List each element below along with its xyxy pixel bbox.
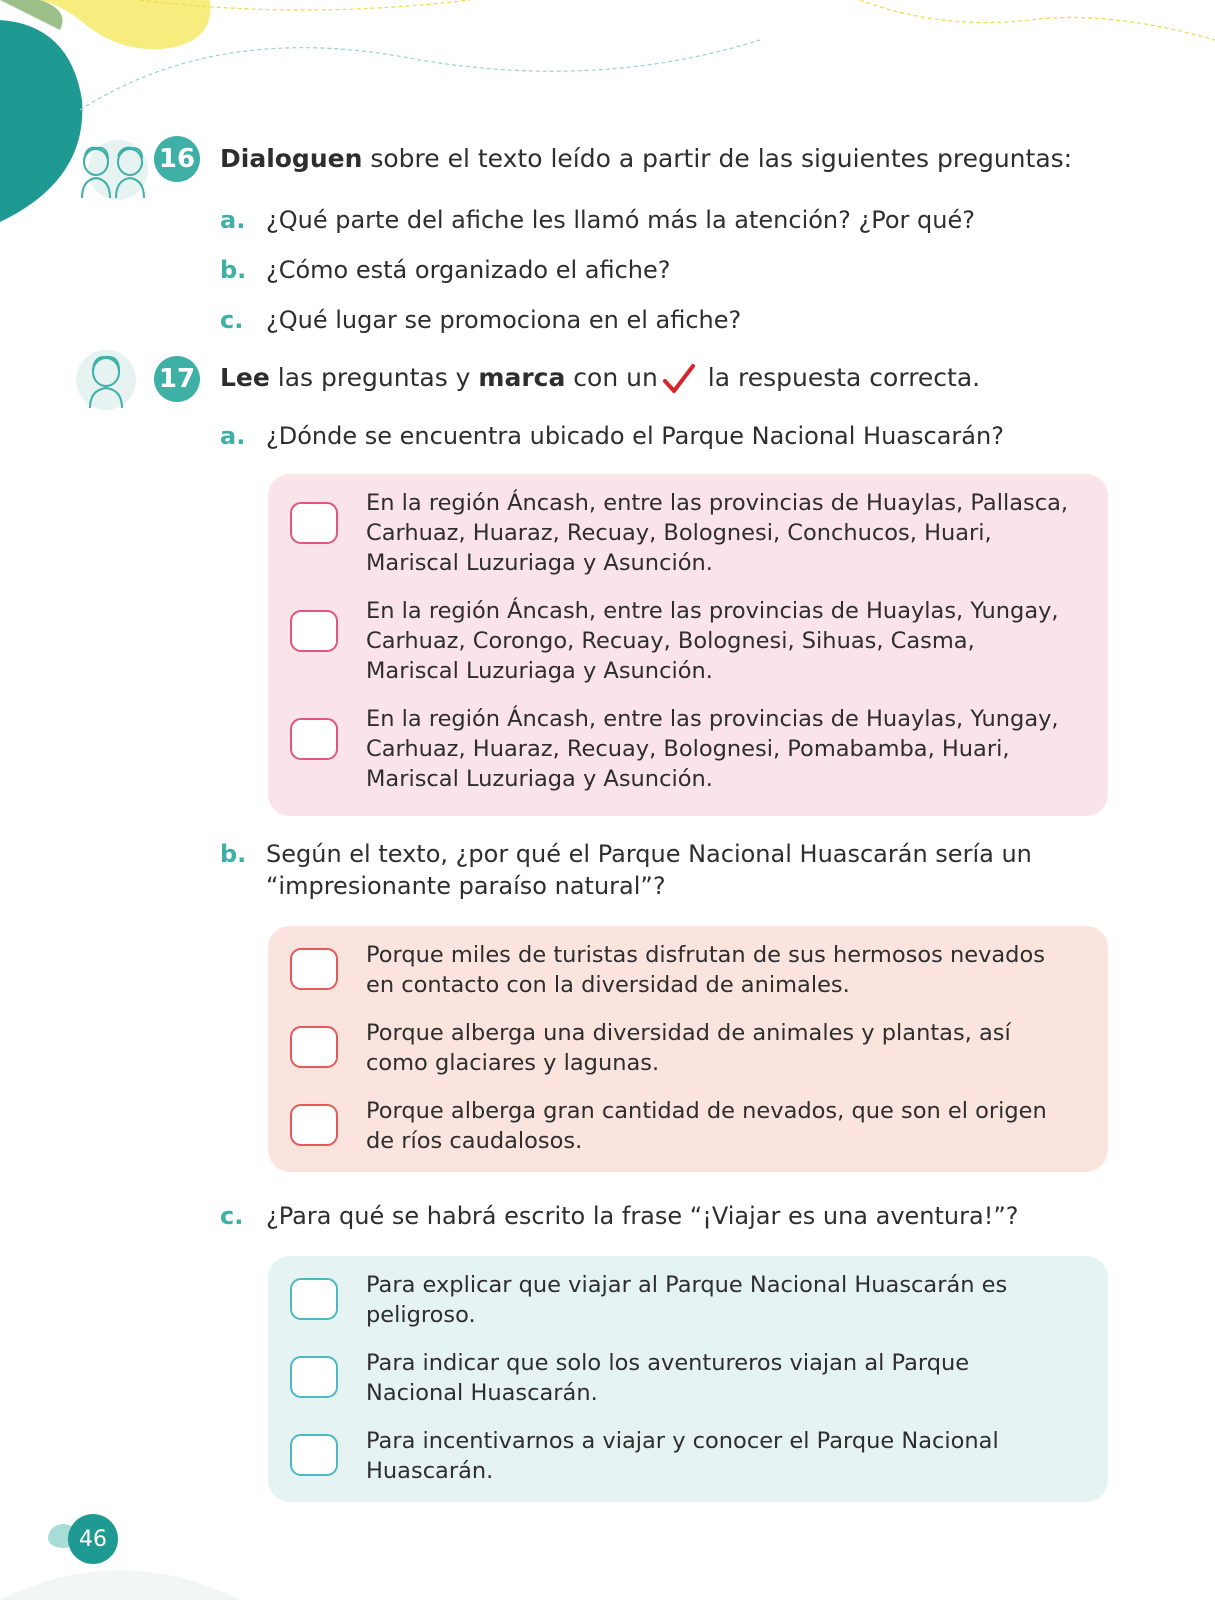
- option-line: peligroso.: [366, 1302, 476, 1328]
- question-16-item-c: [220, 304, 742, 336]
- option-line: Mariscal Luzuriaga y Asunción.: [366, 766, 713, 792]
- options-panel-c: [268, 1256, 1108, 1502]
- option-line: Huascarán.: [366, 1458, 494, 1484]
- page-number: 46: [68, 1514, 118, 1564]
- option-line: En la región Áncash, entre las provincias de Huaylas, Yungay,: [366, 706, 1059, 732]
- student-icon: [76, 348, 136, 410]
- options-panel-a: [268, 474, 1108, 816]
- option-text: [366, 596, 1096, 686]
- answer-checkbox[interactable]: [290, 718, 338, 760]
- option-text: [366, 1348, 1096, 1408]
- item-letter: c.: [220, 306, 244, 334]
- option-line: Para indicar que solo los aventureros viajan al Parque: [366, 1350, 970, 1376]
- item-question: ¿Para qué se habrá escrito la frase “¡Viajar es una aventura!”?: [266, 1202, 1019, 1230]
- option-line: como glaciares y lagunas.: [366, 1050, 660, 1076]
- item-letter: a.: [220, 206, 246, 234]
- question-17-item-a: [220, 420, 1004, 452]
- option-text: [366, 1096, 1096, 1156]
- question-16-item-b: [220, 254, 671, 286]
- option-line: Para incentivarnos a viajar y conocer el Parque Nacional: [366, 1428, 999, 1454]
- checkmark-icon: [662, 363, 696, 395]
- option-line: Mariscal Luzuriaga y Asunción.: [366, 658, 713, 684]
- item-text: ¿Cómo está organizado el afiche?: [266, 256, 671, 284]
- option-line: Porque miles de turistas disfrutan de sus hermosos nevados: [366, 942, 1045, 968]
- answer-checkbox[interactable]: [290, 948, 338, 990]
- item-letter: b.: [220, 840, 247, 868]
- item-question: ¿Dónde se encuentra ubicado el Parque Nacional Huascarán?: [266, 422, 1004, 450]
- option-line: Carhuaz, Corongo, Recuay, Bolognesi, Sihuas, Casma,: [366, 628, 975, 654]
- answer-checkbox[interactable]: [290, 1356, 338, 1398]
- option-text: [366, 1018, 1096, 1078]
- option-text: [366, 940, 1096, 1000]
- question-line: “impresionante paraíso natural”?: [266, 872, 666, 900]
- option-text: [366, 1270, 1096, 1330]
- option-text: [366, 704, 1096, 794]
- options-panel-b: [268, 926, 1108, 1172]
- option-line: En la región Áncash, entre las provincias de Huaylas, Yungay,: [366, 598, 1059, 624]
- item-letter: a.: [220, 422, 246, 450]
- option-line: Carhuaz, Huaraz, Recuay, Bolognesi, Conchucos, Huari,: [366, 520, 992, 546]
- option-line: Carhuaz, Huaraz, Recuay, Bolognesi, Pomabamba, Huari,: [366, 736, 1010, 762]
- option-line: Para explicar que viajar al Parque Nacional Huascarán es: [366, 1272, 1008, 1298]
- question-line: Según el texto, ¿por qué el Parque Nacional Huascarán sería un: [266, 840, 1032, 868]
- instruction-text: las preguntas y: [269, 363, 479, 392]
- answer-checkbox[interactable]: [290, 1278, 338, 1320]
- answer-checkbox[interactable]: [290, 1026, 338, 1068]
- option-text: [366, 1426, 1096, 1486]
- item-text: ¿Qué lugar se promociona en el afiche?: [266, 306, 742, 334]
- instruction-text: la respuesta correcta.: [699, 363, 981, 392]
- answer-checkbox[interactable]: [290, 610, 338, 652]
- instruction-verb: Dialoguen: [220, 144, 363, 173]
- answer-checkbox[interactable]: [290, 1434, 338, 1476]
- item-text: ¿Qué parte del afiche les llamó más la atención? ¿Por qué?: [266, 206, 975, 234]
- option-line: Porque alberga una diversidad de animales y plantas, así: [366, 1020, 1011, 1046]
- option-line: de ríos caudalosos.: [366, 1128, 583, 1154]
- item-letter: b.: [220, 256, 247, 284]
- two-students-icon: [76, 140, 154, 202]
- question-17-item-b: [220, 838, 1032, 900]
- option-line: en contacto con la diversidad de animales.: [366, 972, 850, 998]
- instruction-text: sobre el texto leído a partir de las siguientes preguntas:: [362, 144, 1073, 173]
- option-line: En la región Áncash, entre las provincias de Huaylas, Pallasca,: [366, 490, 1069, 516]
- option-line: Porque alberga gran cantidad de nevados, que son el origen: [366, 1098, 1047, 1124]
- question-17-item-c: [220, 1200, 1019, 1232]
- question-17-instruction: [220, 363, 980, 395]
- instruction-verb-read: Lee: [220, 363, 270, 392]
- option-text: [366, 488, 1096, 578]
- top-decoration: [0, 0, 1215, 230]
- item-letter: c.: [220, 1202, 244, 1230]
- question-16-instruction: [220, 144, 1072, 173]
- instruction-verb-mark: marca: [478, 363, 566, 392]
- option-line: Nacional Huascarán.: [366, 1380, 598, 1406]
- instruction-text: con un: [565, 363, 658, 392]
- answer-checkbox[interactable]: [290, 1104, 338, 1146]
- answer-checkbox[interactable]: [290, 502, 338, 544]
- question-16-item-a: [220, 204, 975, 236]
- question-16-number: 16: [154, 136, 200, 182]
- question-17-number: 17: [154, 356, 200, 402]
- option-line: Mariscal Luzuriaga y Asunción.: [366, 550, 713, 576]
- item-question: [266, 838, 1032, 902]
